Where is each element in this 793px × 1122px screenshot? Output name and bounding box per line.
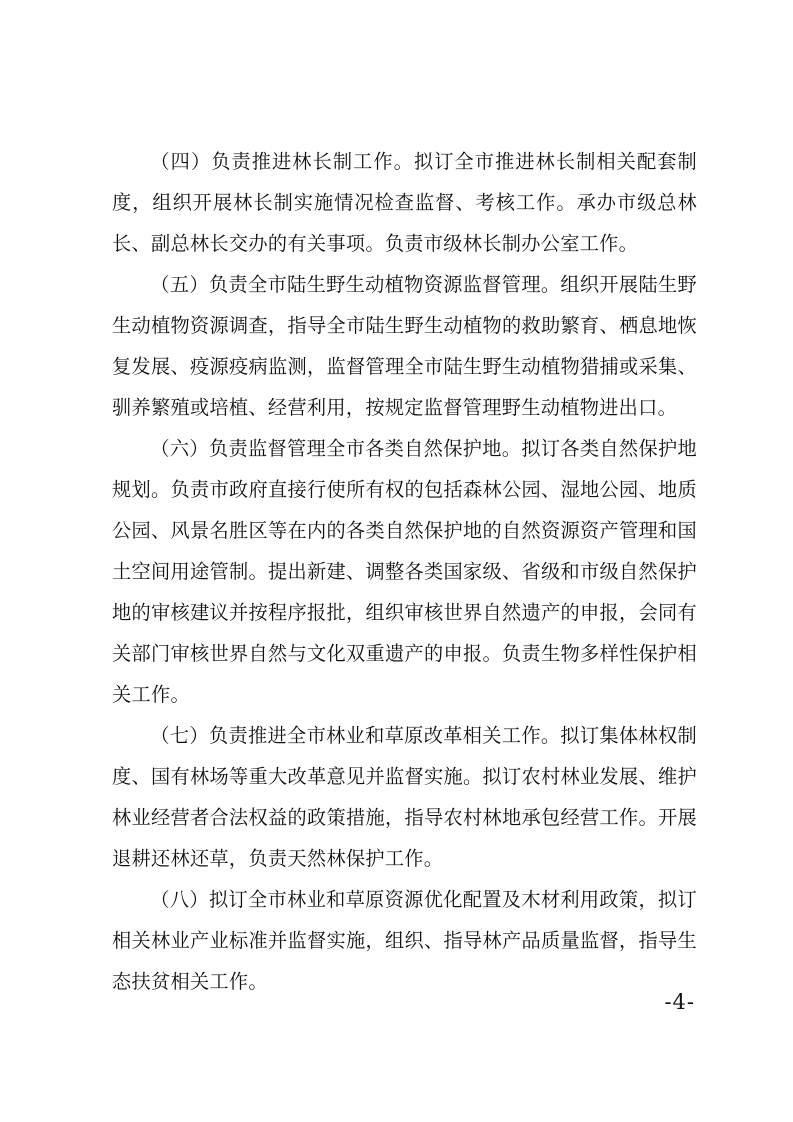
paragraph-6-nature-reserves: （六）负责监督管理全市各类自然保护地。拟订各类自然保护地规划。负责市政府直接行使所有权的包括森林公园、湿地公园、地质公园、风景名胜区等在内的各类自然保护地的自然资源资产管理和国土空间用途管制。提出新建、调整各类国家级、省级和市级自然保护地的审核建议并按程序报批，组织审核世界自然遗产的申报，会同有关部门审核世界自然与文化双重遗产的申报。负责生物多样性保护相关工作。: [112, 437, 697, 706]
paragraph-7-forestry-reform: （七）负责推进全市林业和草原改革相关工作。拟订集体林权制度、国有林场等重大改革意见并监督实施。拟订农村林业发展、维护林业经营者合法权益的政策措施，指导农村林地承包经营工作。开展退耕还林还草，负责天然林保护工作。: [112, 724, 697, 870]
paragraph-8-resource-allocation: （八）拟订全市林业和草原资源优化配置及木材利用政策，拟订相关林业产业标准并监督实施，组织、指导林产品质量监督，指导生态扶贫相关工作。: [112, 888, 697, 993]
page-number: -4-: [664, 990, 695, 1014]
document-body: [112, 141, 697, 1002]
paragraph-5-wildlife-management: （五）负责全市陆生野生动植物资源监督管理。组织开展陆生野生动植物资源调查，指导全市陆生野生动植物的救助繁育、栖息地恢复发展、疫源疫病监测，监督管理全市陆生野生动植物猎捕或采集、驯养繁殖或培植、经营利用，按规定监督管理野生动植物进出口。: [112, 273, 697, 419]
paragraph-4-forest-chief-system: （四）负责推进林长制工作。拟订全市推进林长制相关配套制度，组织开展林长制实施情况检查监督、考核工作。承办市级总林长、副总林长交办的有关事项。负责市级林长制办公室工作。: [112, 150, 697, 255]
